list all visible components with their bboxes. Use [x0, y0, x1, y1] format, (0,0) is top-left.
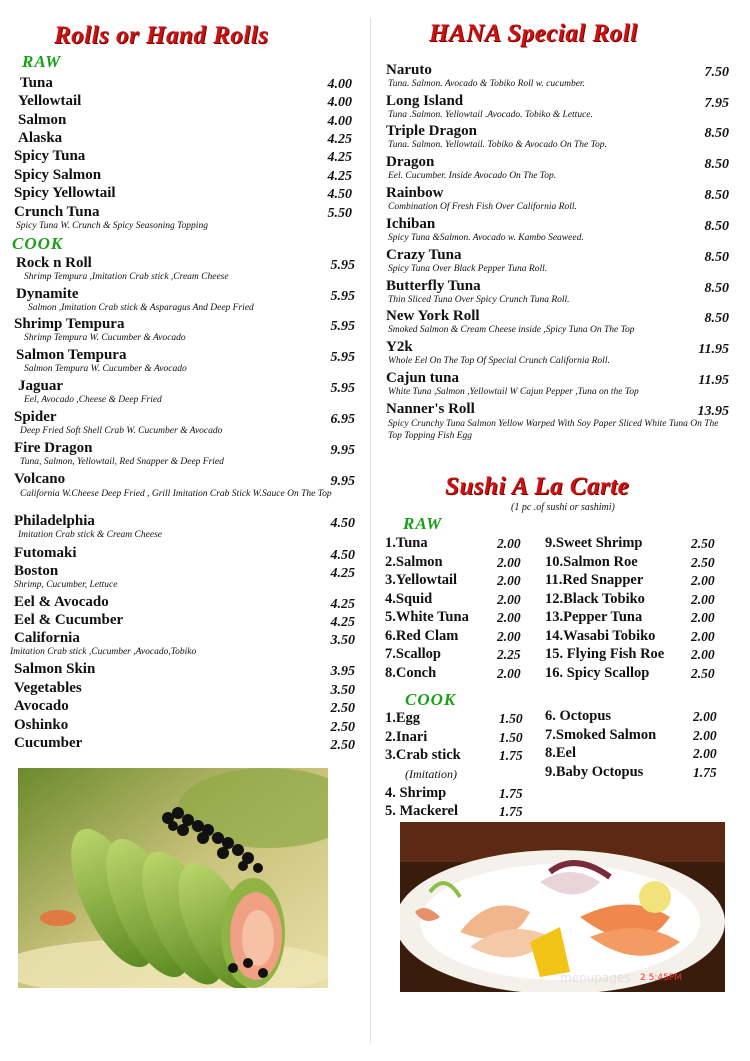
rolls-cook-item [10, 286, 355, 313]
menu-item-name: 14.Wasabi Tobiko [545, 627, 656, 644]
menu-item-name: 13.Pepper Tuna [545, 609, 643, 625]
menu-item-name: Crazy Tuna [386, 247, 462, 263]
menu-item-description: Tuna. Salmon. Avocado & Tobiko Roll w. cucumber. [388, 79, 585, 89]
menu-item-name: Shrimp Tempura [14, 316, 125, 332]
menu-item-price: 5.95 [330, 381, 355, 396]
menu-item-price: 4.00 [327, 114, 352, 129]
carte-item [545, 554, 731, 572]
menu-item-price: 9.95 [330, 474, 355, 489]
menu-item-description: Shrimp, Cucumber, Lettuce [14, 580, 118, 590]
menu-item-name: Volcano [14, 471, 66, 487]
menu-item-name: Avocado [14, 698, 69, 714]
special-item [383, 62, 733, 89]
menu-item-name: Butterfly Tuna [386, 278, 481, 294]
menu-item-price: 8.50 [704, 311, 729, 326]
menu-item-name: 8.Conch [385, 664, 437, 681]
menu-item-description: Spicy Crunchy Tuna Salmon Yellow Warped With Soy Paper Sliced White Tuna On The Top Topping Fish Egg [388, 419, 719, 441]
menu-item-price: 4.25 [327, 169, 352, 184]
special-item [383, 247, 733, 274]
menu-item-description: Shrimp Tempura W. Cucumber & Avocado [24, 333, 186, 343]
menu-item-price: 8.50 [704, 281, 729, 296]
menu-item-price: 1.75 [499, 786, 523, 801]
menu-item-price: 2.50 [330, 701, 355, 716]
menu-item-price: 1.75 [499, 804, 523, 819]
menu-item-price: 2.50 [691, 554, 715, 570]
menu-item-price: 8.50 [704, 188, 729, 203]
menu-item-price: 2.50 [691, 536, 715, 551]
carte-item [385, 747, 537, 781]
menu-item-name: California [14, 630, 80, 646]
menu-item-name: New York Roll [386, 308, 480, 324]
menu-item-description: Shrimp Tempura ,Imitation Crab stick ,Cream Cheese [24, 272, 229, 282]
carte-item [545, 665, 731, 683]
menu-item-price: 7.50 [704, 65, 729, 80]
carte-item [385, 785, 537, 803]
menu-item-price: 1.75 [499, 748, 523, 763]
menu-item-price: 5.95 [330, 350, 355, 365]
menu-item-price: 2.00 [497, 591, 521, 607]
menu-item-name: 15. Flying Fish Roe [545, 646, 665, 662]
menu-item-price: 8.50 [704, 219, 729, 234]
rolls-raw-item [10, 93, 355, 111]
photo-timestamp: 2 5:45PM [640, 973, 682, 983]
rolls-cook-item [10, 409, 355, 436]
menu-item-price: 2.00 [497, 628, 521, 644]
rolls-cook-item [10, 471, 355, 499]
menu-item-description: Tuna. Salmon. Yellowtail. Tobiko & Avocado On The Top. [388, 140, 607, 150]
rolls-cook-item [10, 255, 355, 282]
menu-item-name: 7.Smoked Salmon [545, 726, 657, 743]
menu-item-name: 12.Black Tobiko [545, 590, 645, 607]
menu-item-description: Spicy Tuna &Salmon. Avocado w. Kambo Seaweed. [388, 233, 584, 243]
menu-item-price: 3.50 [330, 633, 355, 648]
menu-item-price: 4.50 [330, 516, 355, 531]
menu-item-name: 3.Crab stick [385, 747, 461, 763]
menu-item-description: Smoked Salmon & Cream Cheese inside ,Spicy Tuna On The Top [388, 325, 635, 335]
menu-item-price: 4.00 [327, 77, 352, 92]
menu-item-description: Eel, Avocado ,Cheese & Deep Fried [24, 395, 162, 405]
menu-item-name: 9.Baby Octopus [545, 763, 644, 780]
carte-item [545, 708, 733, 726]
carte-item [385, 535, 537, 553]
rolls-raw-item [10, 185, 355, 203]
menu-item-description: Imitation Crab stick ,Cucumber ,Avocado,Tobiko [10, 647, 197, 657]
menu-item-description: Tuna .Salmon. Yellowtail .Avocado. Tobiko & Lettuce. [388, 110, 593, 120]
rolls-cook-item [10, 612, 355, 630]
menu-item-name: Spicy Yellowtail [14, 185, 116, 201]
menu-item-note: (Imitation) [405, 767, 457, 781]
menu-item-price: 1.50 [499, 711, 523, 726]
menu-item-name: Ichiban [386, 216, 436, 232]
menu-item-name: Nanner's Roll [386, 401, 475, 417]
carte-item [385, 729, 537, 747]
menu-item-price: 2.00 [691, 628, 715, 644]
menu-item-price: 2.00 [691, 591, 715, 607]
menu-item-price: 3.95 [330, 664, 355, 679]
menu-item-name: 6. Octopus [545, 708, 612, 724]
rolls-raw-item [10, 112, 355, 130]
menu-item-name: 10.Salmon Roe [545, 553, 638, 570]
carte-title: Sushi A La Carte [445, 473, 630, 500]
carte-item [545, 764, 733, 782]
menu-item-price: 1.50 [499, 730, 523, 745]
menu-item-price: 2.25 [497, 647, 521, 662]
menu-item-name: 6.Red Clam [385, 627, 459, 644]
menu-item-price: 2.00 [693, 727, 717, 743]
menu-item-name: Dynamite [16, 286, 79, 302]
menu-item-price: 4.25 [330, 597, 355, 612]
carte-item [385, 665, 537, 683]
menu-item-price: 8.50 [704, 126, 729, 141]
menu-item-name: 5. Mackerel [385, 803, 459, 819]
special-item [383, 185, 733, 212]
menu-item-name: Tuna [20, 75, 53, 91]
menu-item-name: Long Island [386, 93, 464, 109]
special-item [383, 93, 733, 120]
carte-item [385, 646, 537, 664]
rolls-title: Rolls or Hand Rolls [54, 22, 269, 49]
carte-item [385, 710, 537, 728]
menu-item-price: 2.50 [691, 665, 715, 681]
rolls-cook-item [10, 513, 355, 540]
menu-item-description: Salmon ,Imitation Crab stick & Asparagus And Deep Fried [28, 303, 254, 313]
special-item [383, 123, 733, 150]
menu-item-name: 7.Scallop [385, 646, 441, 662]
carte-item [545, 535, 731, 553]
menu-item-name: Philadelphia [14, 513, 95, 529]
menu-item-name: Rainbow [386, 185, 444, 201]
menu-item-name: Y2k [386, 339, 413, 355]
menu-item-name: Eel & Cucumber [14, 612, 124, 628]
carte-raw-label: RAW [403, 514, 443, 533]
menu-item-name: 2.Salmon [385, 553, 443, 570]
menu-item-name: Spider [14, 409, 57, 425]
menu-item-price: 4.50 [330, 548, 355, 563]
rolls-raw-item [10, 148, 355, 166]
menu-item-description: Tuna, Salmon, Yellowtail, Red Snapper & Deep Fried [20, 457, 224, 467]
menu-item-name: 3.Yellowtail [385, 572, 458, 588]
carte-item [545, 628, 731, 646]
menu-item-price: 5.95 [330, 258, 355, 273]
special-item [383, 308, 733, 335]
menu-item-name: 16. Spicy Scallop [545, 664, 650, 681]
carte-item [385, 572, 537, 590]
menu-item-description: Spicy Tuna Over Black Pepper Tuna Roll. [388, 264, 548, 274]
menu-item-name: Salmon [18, 112, 67, 128]
menu-item-price: 2.00 [691, 573, 715, 588]
carte-item [385, 803, 537, 821]
menu-item-description: Spicy Tuna W. Crunch & Spicy Seasoning Topping [16, 221, 208, 231]
menu-item-name: Cucumber [14, 735, 83, 751]
menu-item-name: Futomaki [14, 545, 77, 561]
carte-cook-label: COOK [405, 690, 457, 709]
menu-item-description: Salmon Tempura W. Cucumber & Avocado [24, 364, 187, 374]
menu-item-description: Eel. Cucumber. Inside Avocado On The Top. [388, 171, 557, 181]
carte-item [545, 609, 731, 627]
menu-item-price: 2.50 [330, 738, 355, 753]
menu-item-price: 4.50 [327, 187, 352, 202]
menu-item-price: 4.25 [327, 132, 352, 147]
menu-item-price: 5.50 [327, 206, 352, 221]
menu-item-price: 2.00 [691, 610, 715, 625]
menu-item-name: 1.Tuna [385, 535, 428, 551]
carte-item [385, 628, 537, 646]
rolls-raw-item [10, 204, 355, 231]
menu-item-price: 7.95 [704, 96, 729, 111]
special-item [383, 278, 733, 305]
menu-item-price: 4.25 [327, 150, 352, 165]
rolls-cook-item [10, 563, 355, 590]
menu-item-name: Cajun tuna [386, 370, 459, 386]
watermark-text: menupages [560, 971, 631, 985]
menu-item-name: Spicy Tuna [14, 148, 86, 164]
menu-item-description: White Tuna ,Salmon ,Yellowtail W Cajun Pepper ,Tuna on the Top [388, 387, 639, 397]
menu-item-price: 3.50 [330, 683, 355, 698]
carte-item [385, 554, 537, 572]
carte-item [545, 591, 731, 609]
menu-item-name: 5.White Tuna [385, 609, 469, 625]
menu-item-price: 8.50 [704, 250, 729, 265]
menu-item-name: Salmon Tempura [16, 347, 127, 363]
rolls-raw-label: RAW [22, 52, 62, 71]
rolls-cook-item [10, 630, 355, 657]
menu-item-name: 11.Red Snapper [545, 572, 644, 588]
carte-item [385, 591, 537, 609]
menu-item-name: Salmon Skin [14, 661, 96, 677]
menu-item-price: 6.95 [330, 412, 355, 427]
menu-item-price: 4.00 [327, 95, 352, 110]
rolls-cook-item [10, 594, 355, 612]
menu-item-name: Oshinko [14, 717, 69, 733]
menu-item-price: 4.25 [330, 566, 355, 581]
menu-item-name: Crunch Tuna [14, 204, 100, 220]
menu-item-description: Imitation Crab stick & Cream Cheese [18, 530, 162, 540]
menu-item-price: 11.95 [698, 373, 729, 388]
menu-item-description: Deep Fried Soft Shell Crab W. Cucumber & Avocado [20, 426, 223, 436]
menu-item-description: Whole Eel On The Top Of Special Crunch California Roll. [388, 356, 610, 366]
menu-item-name: Spicy Salmon [14, 167, 102, 183]
menu-item-description: California W.Cheese Deep Fried , Grill Imitation Crab Stick W.Sauce On The Top [20, 489, 332, 499]
menu-item-name: 4.Squid [385, 590, 433, 607]
carte-item [545, 727, 733, 745]
menu-item-name: 2.Inari [385, 729, 428, 745]
rolls-raw-item [10, 167, 355, 185]
menu-item-name: Dragon [386, 154, 435, 170]
menu-item-price: 2.00 [691, 647, 715, 662]
carte-subtitle: (1 pc .of sushi or sashimi) [511, 502, 615, 513]
rolls-cook-item [10, 661, 355, 679]
menu-item-price: 2.00 [693, 709, 717, 724]
avocado-roll-illustration [18, 768, 328, 988]
menu-item-name: 1.Egg [385, 710, 421, 726]
menu-item-name: Eel & Avocado [14, 594, 109, 610]
special-title: HANA Special Roll [429, 20, 638, 47]
special-item [383, 339, 733, 366]
menu-item-name: 9.Sweet Shrimp [545, 535, 643, 551]
rolls-cook-item [10, 698, 355, 716]
menu-item-name: Jaguar [18, 378, 63, 394]
rolls-cook-item [10, 378, 355, 405]
menu-item-name: Boston [14, 563, 59, 579]
carte-item [545, 745, 733, 763]
special-item [383, 154, 733, 181]
menu-item-price: 11.95 [698, 342, 729, 357]
column-divider [370, 18, 371, 1043]
menu-item-price: 13.95 [697, 404, 729, 419]
special-item [383, 216, 733, 243]
menu-item-price: 9.95 [330, 443, 355, 458]
rolls-cook-item [10, 717, 355, 735]
menu-item-price: 2.00 [497, 610, 521, 625]
rolls-cook-item [10, 545, 355, 563]
special-item [383, 370, 733, 397]
rolls-cook-item [10, 347, 355, 374]
menu-item-price: 4.25 [330, 615, 355, 630]
sashimi-photo [400, 822, 725, 992]
rolls-raw-item [10, 130, 355, 148]
carte-item [545, 646, 731, 664]
menu-item-name: Rock n Roll [16, 255, 92, 271]
menu-item-name: Fire Dragon [14, 440, 93, 456]
menu-item-name: Alaska [18, 130, 63, 146]
carte-item [545, 572, 731, 590]
menu-item-name: Naruto [386, 62, 432, 78]
menu-item-price: 2.50 [330, 720, 355, 735]
menu-item-price: 2.00 [497, 573, 521, 588]
menu-item-price: 5.95 [330, 319, 355, 334]
menu-item-name: Triple Dragon [386, 123, 477, 139]
sashimi-illustration [400, 822, 725, 992]
rolls-cook-item [10, 735, 355, 753]
menu-item-name: 4. Shrimp [385, 785, 447, 801]
menu-item-price: 1.75 [693, 764, 717, 780]
menu-item-price: 5.95 [330, 289, 355, 304]
rolls-raw-item [10, 75, 355, 93]
menu-item-price: 2.00 [497, 665, 521, 681]
rolls-cook-item [10, 440, 355, 467]
rolls-cook-label: COOK [12, 234, 64, 253]
menu-item-price: 2.00 [497, 554, 521, 570]
menu-item-price: 2.00 [693, 746, 717, 761]
rolls-cook-item [10, 680, 355, 698]
roll-photo [18, 768, 328, 988]
rolls-cook-item [10, 316, 355, 343]
menu-item-name: Yellowtail [18, 93, 82, 109]
menu-item-description: Combination Of Fresh Fish Over California Roll. [388, 202, 577, 212]
special-item [383, 401, 733, 441]
menu-item-name: Vegetables [14, 680, 82, 696]
menu-item-description: Thin Sliced Tuna Over Spicy Crunch Tuna Roll. [388, 295, 570, 305]
menu-item-price: 8.50 [704, 157, 729, 172]
carte-item [385, 609, 537, 627]
menu-item-name: 8.Eel [545, 745, 577, 761]
menu-item-price: 2.00 [497, 536, 521, 551]
